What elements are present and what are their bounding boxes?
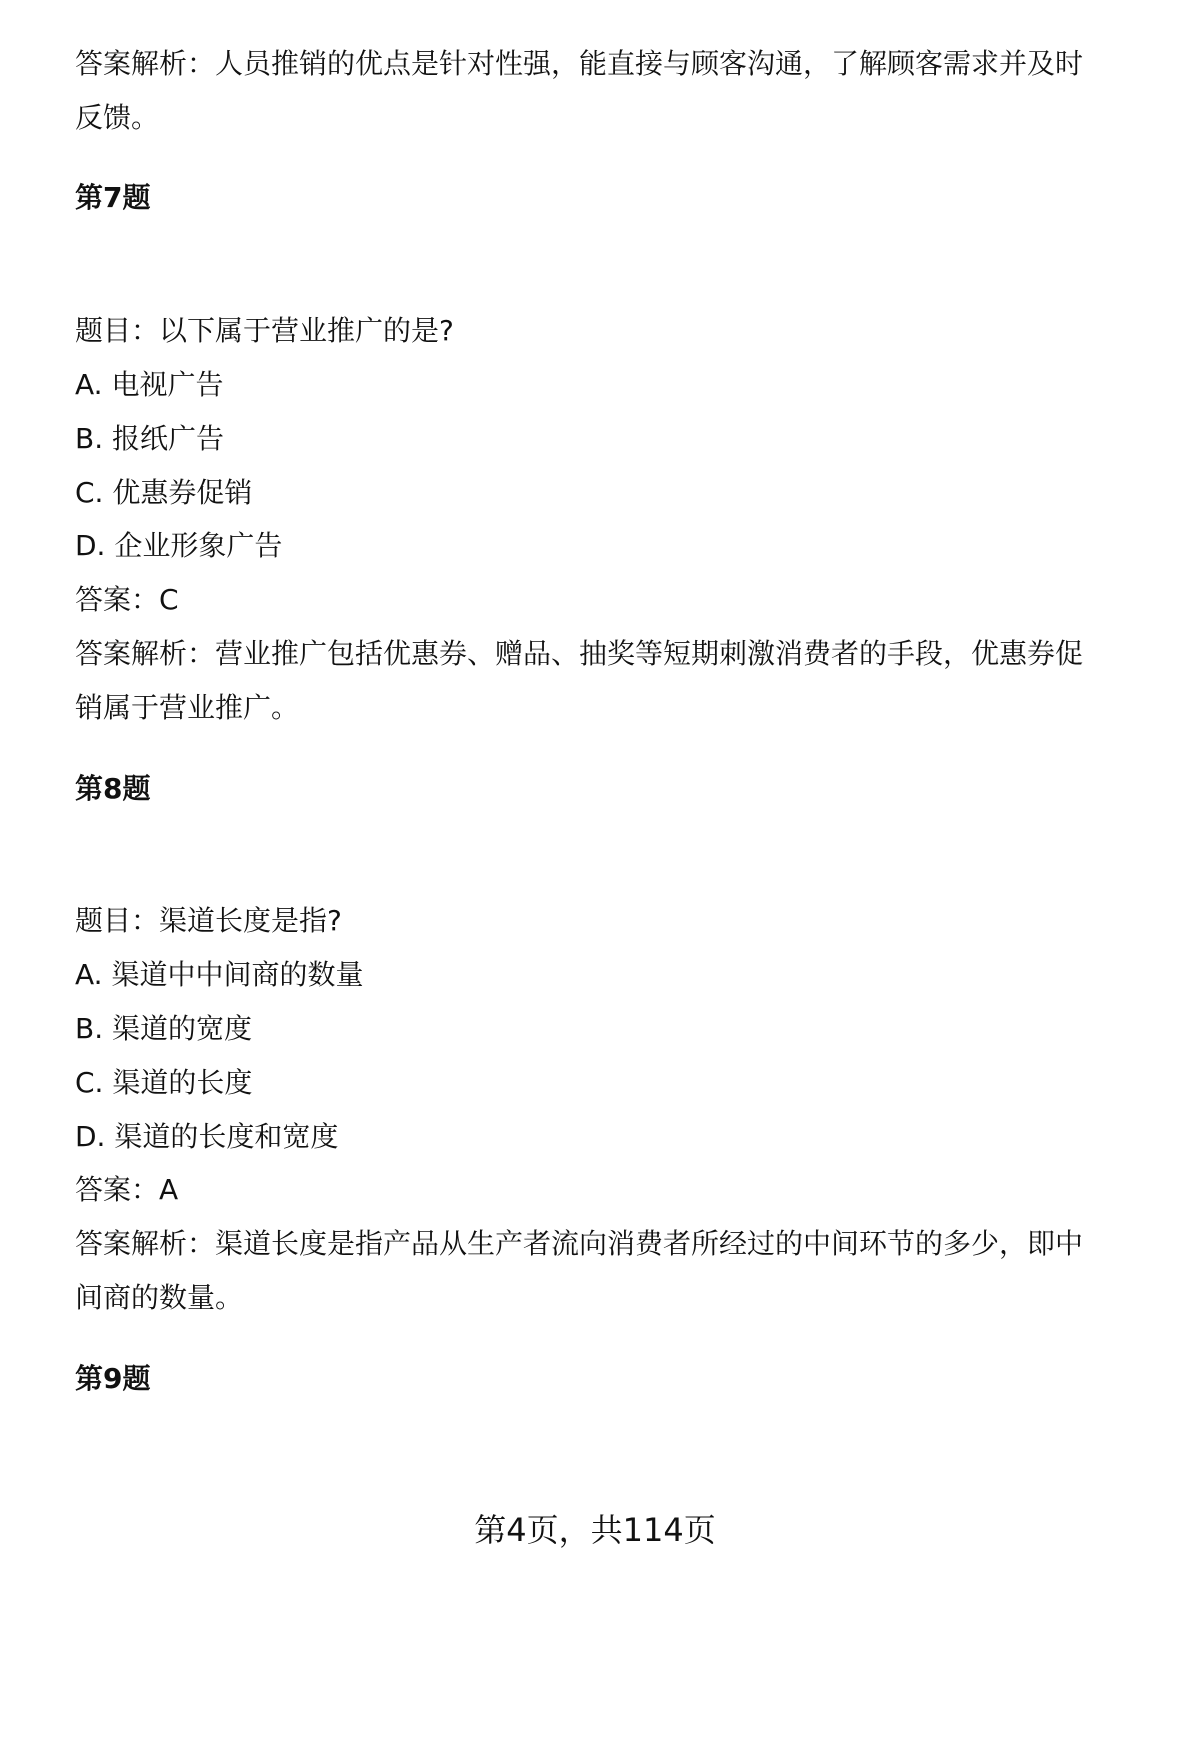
question-8-option-a: A. 渠道中中间商的数量 — [75, 958, 364, 991]
question-8-explanation-line-2: 间商的数量。 — [75, 1281, 244, 1314]
prev-explanation-line-1: 答案解析：人员推销的优点是针对性强，能直接与顾客沟通，了解顾客需求并及时 — [75, 47, 1084, 80]
question-7-option-b: B. 报纸广告 — [75, 422, 225, 455]
question-8-answer: 答案：A — [75, 1173, 179, 1206]
question-8-text: 题目：渠道长度是指? — [75, 904, 342, 937]
question-7-explanation-line-2: 销属于营业推广。 — [75, 691, 300, 724]
prev-explanation-line-2: 反馈。 — [75, 101, 160, 134]
question-7-heading: 第7题 — [75, 181, 151, 214]
question-7-text: 题目：以下属于营业推广的是? — [75, 314, 454, 347]
question-8-option-c: C. 渠道的长度 — [75, 1066, 253, 1099]
question-8-option-d: D. 渠道的长度和宽度 — [75, 1120, 339, 1153]
question-7-answer: 答案：C — [75, 583, 179, 616]
question-9-heading: 第9题 — [75, 1362, 151, 1395]
question-8-explanation-line-1: 答案解析：渠道长度是指产品从生产者流向消费者所经过的中间环节的多少，即中 — [75, 1227, 1084, 1260]
question-8-option-b: B. 渠道的宽度 — [75, 1012, 253, 1045]
page-number: 第4页，共114页 — [474, 1511, 716, 1549]
question-7-explanation-line-1: 答案解析：营业推广包括优惠券、赠品、抽奖等短期刺激消费者的手段，优惠券促 — [75, 637, 1084, 670]
question-8-heading: 第8题 — [75, 772, 151, 805]
question-7-option-c: C. 优惠券促销 — [75, 476, 253, 509]
question-7-option-a: A. 电视广告 — [75, 368, 224, 401]
question-7-option-d: D. 企业形象广告 — [75, 529, 283, 562]
